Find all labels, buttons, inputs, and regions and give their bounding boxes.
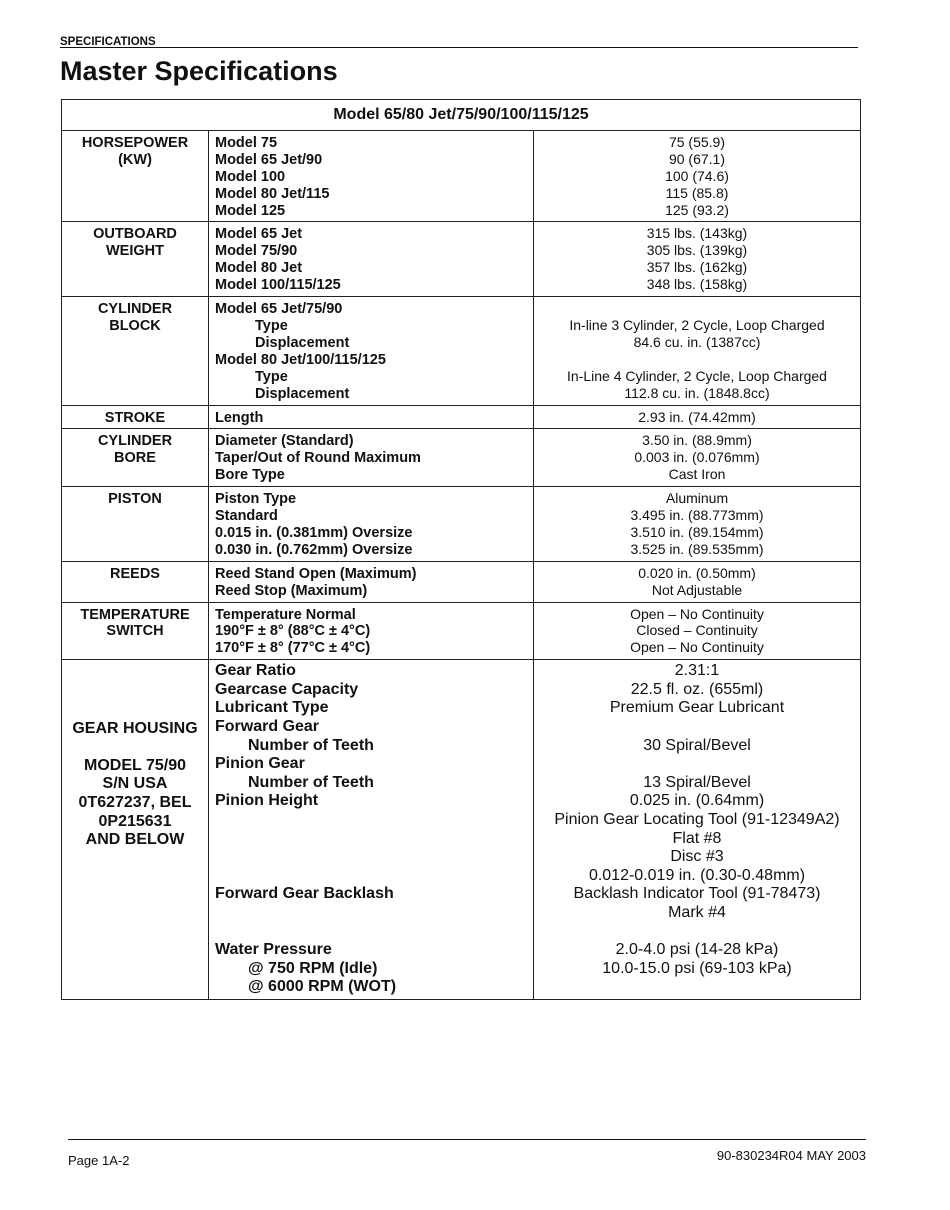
spec-label: Model 65 Jet: [215, 226, 303, 243]
spec-label: Pinion Height: [215, 792, 319, 810]
spec-label: Temperature Normal: [215, 606, 356, 623]
spec-label: Model 75/90: [215, 243, 298, 260]
spec-category-line: MODEL 75/90: [84, 756, 186, 774]
spec-row: [62, 222, 861, 297]
spec-label: Pinion Gear: [215, 755, 305, 773]
spec-label: [215, 923, 527, 942]
spec-row: [62, 660, 861, 1000]
spec-values: [534, 561, 861, 602]
spec-values: [534, 429, 861, 487]
spec-value: [540, 718, 854, 737]
spec-value: 22.5 fl. oz. (655ml): [630, 680, 764, 698]
spec-value: Not Adjustable: [651, 581, 743, 598]
spec-category: [62, 405, 209, 429]
spec-row: [62, 561, 861, 602]
spec-label: [215, 904, 527, 923]
spec-value: 3.50 in. (88.9mm): [642, 432, 752, 449]
spec-label: 0.030 in. (0.762mm) Oversize: [215, 541, 413, 558]
spec-value: Mark #4: [668, 904, 726, 921]
spec-label: [215, 811, 527, 830]
spec-labels: [209, 405, 534, 429]
spec-label: Length: [215, 409, 264, 426]
spec-value: Disc #3: [670, 848, 724, 866]
spec-value: 2.0-4.0 psi (14-28 kPa): [615, 941, 779, 959]
spec-labels: [209, 602, 534, 660]
spec-labels: [209, 429, 534, 487]
spec-value: 3.525 in. (89.535mm): [630, 540, 764, 557]
spec-category: [62, 561, 209, 602]
spec-label: @ 6000 RPM (WOT): [248, 978, 397, 996]
spec-category: [62, 487, 209, 562]
spec-value: Pinion Gear Locating Tool (91-12349A2): [554, 811, 840, 829]
spec-label: Reed Stand Open (Maximum): [215, 565, 417, 582]
spec-value: Cast Iron: [668, 466, 726, 483]
spec-category-line: PISTON: [108, 491, 162, 508]
spec-category-line: S/N USA: [102, 775, 168, 793]
spec-value: 13 Spiral/Bevel: [643, 773, 751, 791]
spec-category: [62, 602, 209, 660]
spec-category: [62, 660, 209, 1000]
spec-value: [540, 300, 854, 317]
spec-value: 357 lbs. (162kg): [646, 259, 748, 276]
spec-label: [215, 830, 527, 849]
spec-label: Displacement: [255, 334, 350, 351]
spec-labels: [209, 222, 534, 297]
spec-values: [534, 222, 861, 297]
spec-value: Backlash Indicator Tool (91-78473): [573, 885, 821, 903]
spec-category: [62, 429, 209, 487]
page-title: Master Specifications: [60, 56, 338, 86]
spec-row: [62, 405, 861, 429]
spec-label: Model 80 Jet: [215, 260, 303, 277]
spec-value: In-Line 4 Cylinder, 2 Cycle, Loop Charged: [567, 367, 827, 384]
spec-value: 90 (67.1): [668, 150, 726, 167]
spec-value: Flat #8: [672, 829, 722, 847]
spec-value: In-line 3 Cylinder, 2 Cycle, Loop Charged: [569, 316, 825, 333]
spec-label: Displacement: [255, 385, 350, 402]
model-heading: Model 65/80 Jet/75/90/100/115/125: [62, 100, 861, 131]
spec-value: 0.003 in. (0.076mm): [634, 449, 760, 466]
spec-value: 3.510 in. (89.154mm): [630, 523, 764, 540]
spec-label: Model 65 Jet/75/90: [215, 301, 343, 318]
spec-category-line: WEIGHT: [106, 243, 164, 260]
spec-category-line: STROKE: [104, 409, 166, 426]
spec-labels: [209, 297, 534, 405]
spec-category-line: 0P215631: [98, 812, 172, 830]
spec-category-line: OUTBOARD: [93, 226, 177, 243]
spec-label: Type: [255, 317, 288, 334]
spec-category: [62, 130, 209, 222]
spec-table: [61, 99, 861, 1000]
spec-label: Gearcase Capacity: [215, 680, 359, 698]
page-number: Page 1A-2: [68, 1153, 130, 1168]
spec-label: Model 125: [215, 202, 286, 219]
spec-value: 305 lbs. (139kg): [646, 242, 748, 259]
spec-value: [540, 923, 854, 942]
model-heading-row: [62, 100, 861, 131]
spec-label: Number of Teeth: [248, 773, 374, 791]
spec-label: Forward Gear: [215, 718, 320, 736]
spec-category-line: GEAR HOUSING: [72, 719, 198, 737]
spec-label: Bore Type: [215, 467, 285, 484]
spec-category-line: 0T627237, BEL: [78, 793, 192, 811]
spec-labels: [209, 561, 534, 602]
spec-value: Premium Gear Lubricant: [609, 699, 785, 717]
spec-value: [540, 351, 854, 368]
spec-value: [540, 978, 854, 997]
header-rule: [60, 47, 858, 48]
spec-label: Lubricant Type: [215, 699, 329, 717]
spec-label: Model 100: [215, 168, 286, 185]
spec-label: Model 75: [215, 134, 278, 151]
spec-row: [62, 602, 861, 660]
document-reference: 90-830234R04 MAY 2003: [716, 1148, 866, 1163]
spec-label: 190°F ± 8° (88°C ± 4°C): [215, 623, 371, 640]
spec-label: Piston Type: [215, 491, 297, 508]
spec-label: Model 80 Jet/115: [215, 185, 330, 202]
spec-value: Closed – Continuity: [636, 622, 758, 639]
spec-values: [534, 487, 861, 562]
spec-category-line: BORE: [114, 450, 156, 467]
spec-labels: [209, 660, 534, 1000]
spec-label: [215, 867, 527, 886]
section-label: SPECIFICATIONS: [60, 36, 156, 48]
spec-label: Model 65 Jet/90: [215, 151, 323, 168]
spec-value: Aluminum: [665, 490, 729, 507]
spec-label: Model 100/115/125: [215, 277, 341, 294]
spec-value: Open – No Continuity: [630, 639, 764, 656]
spec-value: 75 (55.9): [668, 133, 726, 150]
spec-category: [62, 222, 209, 297]
spec-label: Model 80 Jet/100/115/125: [215, 351, 386, 368]
spec-value: 315 lbs. (143kg): [646, 225, 748, 242]
spec-value: 0.025 in. (0.64mm): [629, 792, 765, 810]
spec-value: 112.8 cu. in. (1848.8cc): [624, 384, 770, 401]
spec-value: 115 (85.8): [665, 184, 729, 201]
spec-value: 2.93 in. (74.42mm): [638, 408, 756, 425]
spec-value: 84.6 cu. in. (1387cc): [633, 333, 761, 350]
spec-values: [534, 660, 861, 1000]
spec-labels: [209, 487, 534, 562]
spec-row: [62, 297, 861, 405]
spec-category-line: (KW): [118, 151, 152, 168]
spec-category-line: CYLINDER: [97, 433, 173, 450]
spec-value: 348 lbs. (158kg): [646, 276, 748, 293]
spec-label: 0.015 in. (0.381mm) Oversize: [215, 524, 413, 541]
spec-category-line: REEDS: [110, 565, 160, 582]
spec-label: [215, 848, 527, 867]
spec-label: Taper/Out of Round Maximum: [215, 450, 421, 467]
spec-value: 0.012-0.019 in. (0.30-0.48mm): [588, 866, 806, 884]
spec-category-line: AND BELOW: [85, 831, 185, 849]
spec-category-line: SWITCH: [106, 623, 164, 640]
spec-label: Diameter (Standard): [215, 433, 354, 450]
spec-label: Forward Gear Backlash: [215, 885, 394, 903]
spec-labels: [209, 130, 534, 222]
spec-values: [534, 405, 861, 429]
spec-value: 2.31:1: [674, 662, 720, 680]
footer-rule: [68, 1139, 866, 1140]
spec-category-line: BLOCK: [109, 317, 161, 334]
spec-category-line: CYLINDER: [97, 301, 173, 318]
spec-label: Gear Ratio: [215, 662, 296, 680]
spec-row: [62, 429, 861, 487]
spec-label: Type: [255, 368, 288, 385]
spec-label: Standard: [215, 508, 278, 525]
spec-value: [540, 755, 854, 774]
spec-value: 125 (93.2): [665, 201, 729, 218]
spec-category-line: HORSEPOWER: [81, 134, 189, 151]
spec-values: [534, 297, 861, 405]
spec-label: 170°F ± 8° (77°C ± 4°C): [215, 640, 371, 657]
spec-row: [62, 487, 861, 562]
spec-values: [534, 130, 861, 222]
spec-category-line: [68, 738, 202, 757]
spec-value: 0.020 in. (0.50mm): [638, 564, 756, 581]
spec-value: 100 (74.6): [665, 167, 729, 184]
spec-label: Number of Teeth: [248, 736, 374, 754]
spec-value: 30 Spiral/Bevel: [643, 736, 751, 754]
spec-label: Water Pressure: [215, 941, 332, 959]
spec-value: 3.495 in. (88.773mm): [630, 507, 764, 524]
spec-label: Reed Stop (Maximum): [215, 582, 368, 599]
spec-category: [62, 297, 209, 405]
spec-values: [534, 602, 861, 660]
spec-value: Open – No Continuity: [630, 605, 764, 622]
spec-category-line: TEMPERATURE: [80, 606, 190, 623]
spec-row: [62, 130, 861, 222]
spec-value: 10.0-15.0 psi (69-103 kPa): [602, 959, 792, 977]
spec-label: @ 750 RPM (Idle): [248, 959, 378, 977]
